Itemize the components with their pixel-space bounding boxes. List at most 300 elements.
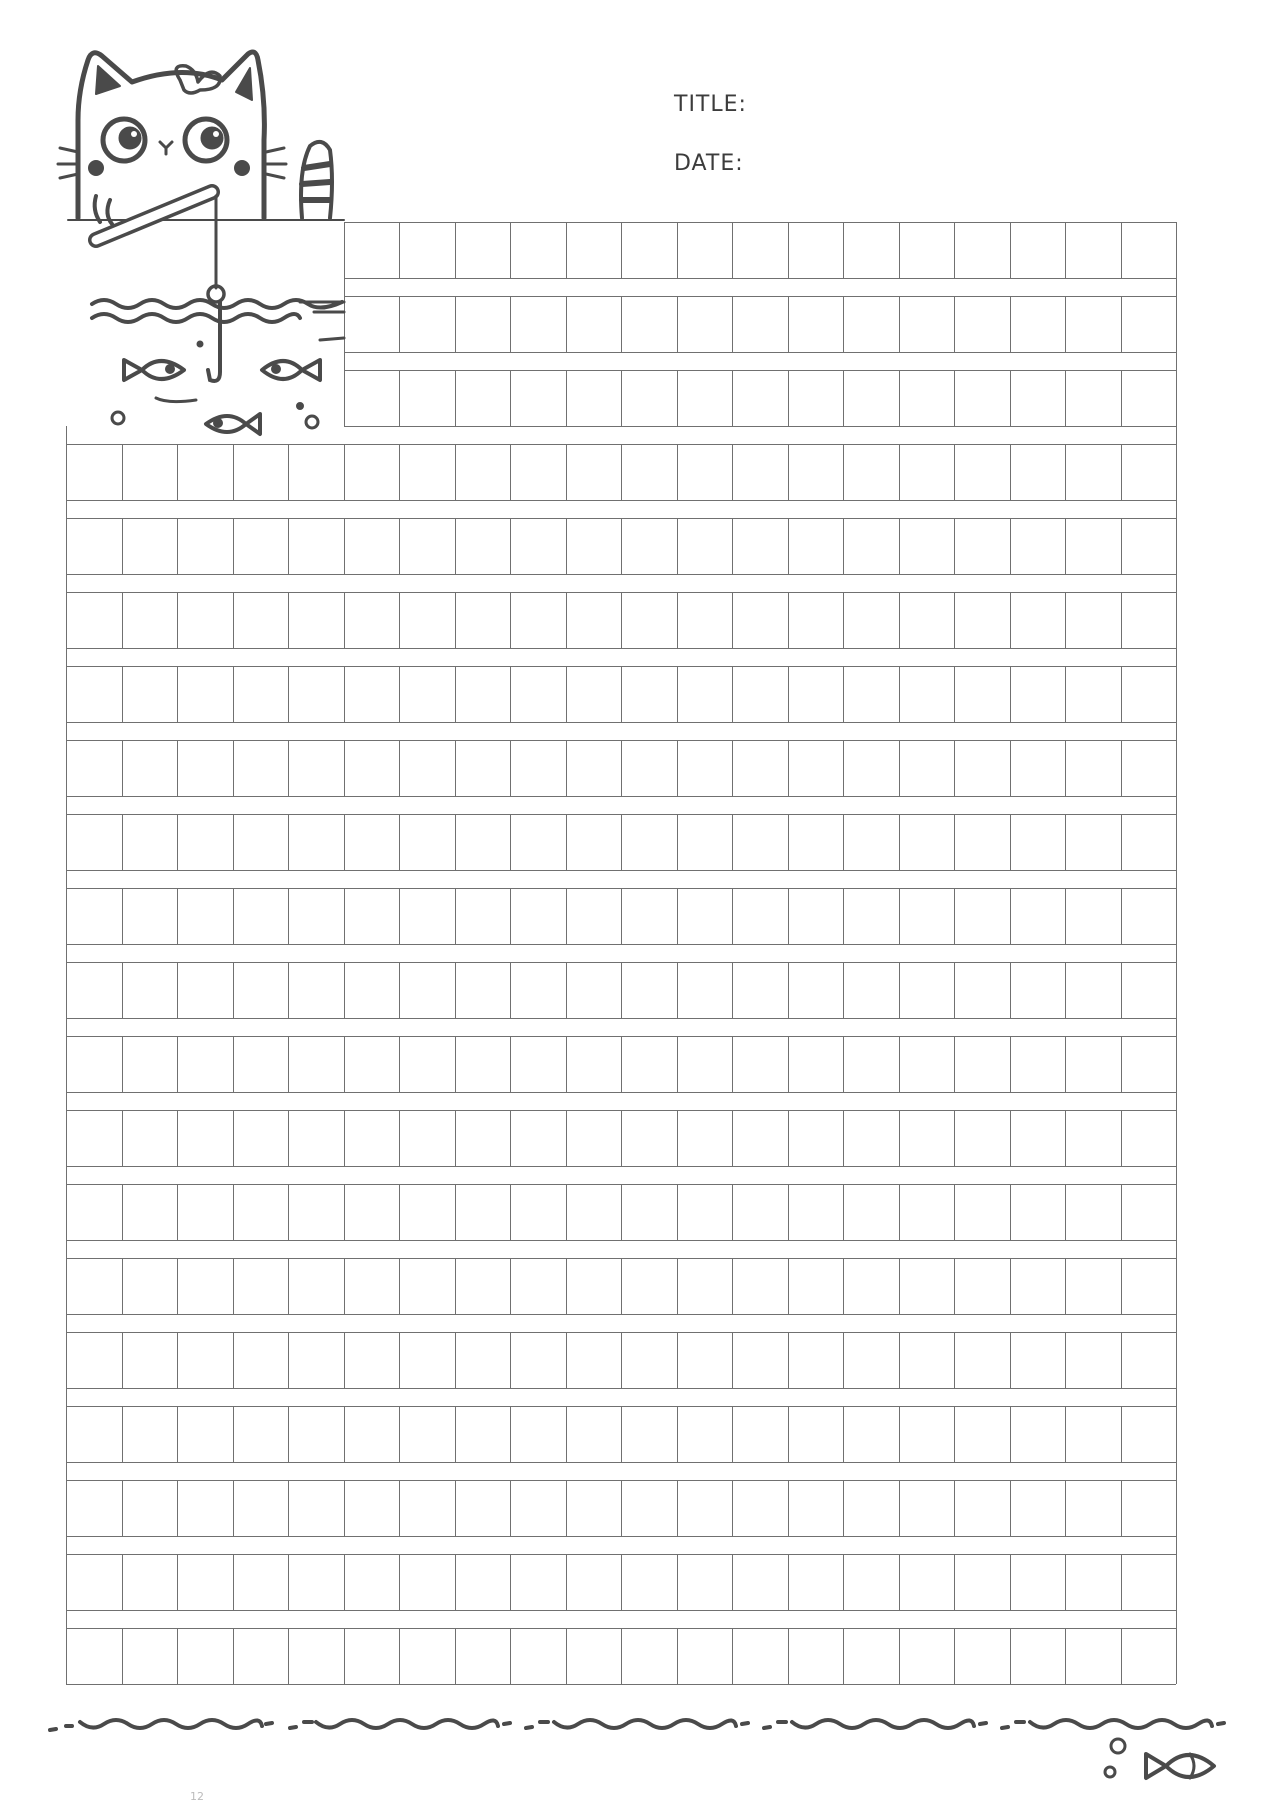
grid-cell-line [288, 1258, 289, 1314]
grid-gap-side [66, 426, 67, 444]
grid-cell-line [788, 1110, 789, 1166]
grid-cell-line [843, 1480, 844, 1536]
grid-gap-side [66, 574, 67, 592]
grid-cell-line [1010, 1184, 1011, 1240]
grid-gap-side [1176, 1092, 1177, 1110]
grid-cell-line [122, 1332, 123, 1388]
grid-row-bottom-line [66, 870, 1176, 871]
grid-cell-line [1010, 370, 1011, 426]
grid-cell-line [843, 1628, 844, 1684]
grid-cell-line [788, 814, 789, 870]
grid-cell-line [455, 1110, 456, 1166]
grid-cell-line [566, 1480, 567, 1536]
grid-cell-line [621, 1036, 622, 1092]
grid-gap-side [1176, 574, 1177, 592]
grid-cell-line [510, 888, 511, 944]
grid-cell-line [621, 1184, 622, 1240]
grid-cell-line [1121, 444, 1122, 500]
grid-cell-line [788, 1480, 789, 1536]
grid-cell-line [899, 888, 900, 944]
grid-cell-line [66, 518, 67, 574]
grid-row-bottom-line [66, 1462, 1176, 1463]
grid-row-bottom-line [66, 1314, 1176, 1315]
grid-cell-line [510, 814, 511, 870]
grid-cell-line [1176, 888, 1177, 944]
grid-cell-line [1010, 1554, 1011, 1610]
grid-cell-line [788, 666, 789, 722]
grid-cell-line [954, 518, 955, 574]
grid-cell-line [399, 814, 400, 870]
grid-cell-line [1065, 1258, 1066, 1314]
grid-cell-line [899, 1406, 900, 1462]
grid-cell-line [233, 666, 234, 722]
grid-cell-line [566, 222, 567, 278]
grid-cell-line [566, 296, 567, 352]
grid-cell-line [732, 296, 733, 352]
grid-cell-line [122, 740, 123, 796]
grid-cell-line [1065, 1110, 1066, 1166]
grid-gap-side [1176, 722, 1177, 740]
grid-cell-line [399, 444, 400, 500]
grid-cell-line [843, 222, 844, 278]
grid-row-top-line [344, 296, 1177, 297]
grid-cell-line [1065, 222, 1066, 278]
grid-cell-line [1121, 1184, 1122, 1240]
grid-cell-line [177, 1258, 178, 1314]
grid-cell-line [1010, 1332, 1011, 1388]
grid-cell-line [510, 1628, 511, 1684]
grid-gap-side [66, 1092, 67, 1110]
grid-cell-line [954, 1480, 955, 1536]
grid-cell-line [1121, 740, 1122, 796]
grid-cell-line [288, 740, 289, 796]
grid-cell-line [344, 814, 345, 870]
grid-gap-side [66, 1018, 67, 1036]
fishing-rod-icon [95, 192, 224, 381]
grid-gap-side [1176, 1314, 1177, 1332]
grid-gap-side [66, 1388, 67, 1406]
date-label: DATE: [674, 151, 744, 176]
grid-cell-line [344, 740, 345, 796]
grid-cell-line [566, 1332, 567, 1388]
grid-cell-line [732, 1184, 733, 1240]
grid-cell-line [399, 1184, 400, 1240]
grid-cell-line [344, 296, 345, 352]
grid-cell-line [732, 1628, 733, 1684]
grid-cell-line [455, 814, 456, 870]
bottom-wave-icon [50, 1720, 1224, 1730]
grid-cell-line [233, 962, 234, 1018]
grid-cell-line [122, 1258, 123, 1314]
grid-cell-line [455, 1332, 456, 1388]
grid-cell-line [954, 1332, 955, 1388]
grid-cell-line [177, 666, 178, 722]
grid-cell-line [954, 1628, 955, 1684]
grid-cell-line [1065, 296, 1066, 352]
grid-cell-line [677, 1406, 678, 1462]
grid-gap-side [66, 870, 67, 888]
grid-cell-line [621, 740, 622, 796]
grid-cell-line [788, 962, 789, 1018]
grid-gap-side [66, 944, 67, 962]
grid-cell-line [677, 666, 678, 722]
grid-cell-line [621, 1554, 622, 1610]
grid-cell-line [344, 1258, 345, 1314]
grid-cell-line [1121, 814, 1122, 870]
grid-cell-line [1010, 1110, 1011, 1166]
grid-cell-line [344, 1480, 345, 1536]
grid-cell-line [1176, 740, 1177, 796]
grid-cell-line [288, 1628, 289, 1684]
grid-cell-line [510, 1480, 511, 1536]
grid-cell-line [399, 888, 400, 944]
grid-cell-line [233, 1628, 234, 1684]
grid-cell-line [455, 518, 456, 574]
grid-cell-line [66, 962, 67, 1018]
grid-row-bottom-line [66, 1388, 1176, 1389]
bubble-icon [112, 342, 318, 428]
grid-cell-line [122, 888, 123, 944]
grid-cell-line [732, 666, 733, 722]
grid-cell-line [843, 1332, 844, 1388]
grid-row-bottom-line [66, 648, 1176, 649]
grid-cell-line [621, 1406, 622, 1462]
grid-cell-line [843, 444, 844, 500]
grid-row-bottom-line [344, 426, 1177, 427]
grid-cell-line [455, 1406, 456, 1462]
grid-cell-line [455, 592, 456, 648]
grid-cell-line [899, 740, 900, 796]
grid-cell-line [788, 444, 789, 500]
grid-cell-line [66, 1480, 67, 1536]
grid-cell-line [344, 222, 345, 278]
grid-cell-line [788, 518, 789, 574]
grid-gap-side [66, 648, 67, 666]
grid-cell-line [1065, 1480, 1066, 1536]
grid-cell-line [732, 1554, 733, 1610]
grid-cell-line [288, 814, 289, 870]
grid-cell-line [1065, 518, 1066, 574]
grid-cell-line [677, 1184, 678, 1240]
grid-cell-line [1176, 1184, 1177, 1240]
grid-cell-line [1176, 1628, 1177, 1684]
grid-gap-side [344, 278, 345, 296]
grid-gap-side [1176, 1610, 1177, 1628]
grid-cell-line [344, 1332, 345, 1388]
grid-cell-line [344, 1184, 345, 1240]
grid-cell-line [1065, 814, 1066, 870]
grid-gap-side [1176, 944, 1177, 962]
grid-cell-line [621, 1628, 622, 1684]
grid-cell-line [954, 222, 955, 278]
grid-cell-line [66, 592, 67, 648]
grid-gap-side [1176, 870, 1177, 888]
grid-cell-line [122, 1554, 123, 1610]
grid-cell-line [66, 1332, 67, 1388]
grid-cell-line [788, 222, 789, 278]
grid-row-top-line [344, 222, 1177, 223]
grid-row-bottom-line [66, 1092, 1176, 1093]
grid-cell-line [510, 222, 511, 278]
grid-cell-line [1121, 296, 1122, 352]
grid-cell-line [732, 1406, 733, 1462]
grid-cell-line [288, 1036, 289, 1092]
grid-cell-line [732, 444, 733, 500]
grid-cell-line [954, 814, 955, 870]
grid-gap-side [1176, 500, 1177, 518]
grid-cell-line [122, 962, 123, 1018]
grid-cell-line [1010, 814, 1011, 870]
grid-cell-line [1065, 666, 1066, 722]
grid-cell-line [566, 1628, 567, 1684]
grid-cell-line [122, 1628, 123, 1684]
grid-cell-line [122, 1480, 123, 1536]
grid-cell-line [732, 1258, 733, 1314]
grid-cell-line [66, 888, 67, 944]
grid-cell-line [1065, 1332, 1066, 1388]
grid-cell-line [1176, 296, 1177, 352]
grid-cell-line [566, 962, 567, 1018]
grid-cell-line [954, 666, 955, 722]
grid-cell-line [899, 1554, 900, 1610]
grid-cell-line [732, 592, 733, 648]
grid-cell-line [1121, 1110, 1122, 1166]
grid-gap-side [66, 500, 67, 518]
grid-cell-line [621, 962, 622, 1018]
grid-cell-line [621, 1480, 622, 1536]
grid-cell-line [899, 962, 900, 1018]
grid-cell-line [233, 1332, 234, 1388]
page-number: 12 [190, 1790, 204, 1803]
grid-row-bottom-line [66, 574, 1176, 575]
grid-cell-line [399, 1480, 400, 1536]
grid-cell-line [510, 296, 511, 352]
grid-cell-line [954, 1406, 955, 1462]
grid-cell-line [1121, 1628, 1122, 1684]
grid-cell-line [954, 1554, 955, 1610]
grid-cell-line [566, 1406, 567, 1462]
grid-cell-line [233, 592, 234, 648]
grid-cell-line [1065, 740, 1066, 796]
grid-row-bottom-line [66, 796, 1176, 797]
grid-cell-line [621, 444, 622, 500]
grid-cell-line [1121, 888, 1122, 944]
grid-cell-line [1010, 222, 1011, 278]
grid-cell-line [344, 1628, 345, 1684]
grid-cell-line [455, 666, 456, 722]
grid-cell-line [677, 592, 678, 648]
grid-cell-line [1176, 1258, 1177, 1314]
grid-cell-line [677, 888, 678, 944]
grid-cell-line [566, 666, 567, 722]
grid-gap-side [1176, 278, 1177, 296]
grid-cell-line [177, 1554, 178, 1610]
grid-cell-line [122, 444, 123, 500]
grid-cell-line [566, 1110, 567, 1166]
grid-cell-line [344, 1554, 345, 1610]
grid-cell-line [177, 1628, 178, 1684]
grid-cell-line [233, 1184, 234, 1240]
grid-gap-side [66, 1536, 67, 1554]
grid-cell-line [899, 444, 900, 500]
grid-cell-line [1176, 1554, 1177, 1610]
grid-cell-line [66, 1258, 67, 1314]
grid-cell-line [788, 1628, 789, 1684]
grid-cell-line [1176, 444, 1177, 500]
grid-cell-line [122, 592, 123, 648]
grid-cell-line [1121, 1036, 1122, 1092]
grid-cell-line [1010, 1036, 1011, 1092]
grid-cell-line [177, 1036, 178, 1092]
grid-cell-line [954, 1110, 955, 1166]
grid-cell-line [1121, 222, 1122, 278]
grid-cell-line [954, 1184, 955, 1240]
grid-cell-line [1065, 888, 1066, 944]
grid-cell-line [233, 1480, 234, 1536]
grid-cell-line [1010, 666, 1011, 722]
grid-cell-line [344, 666, 345, 722]
grid-row-bottom-line [66, 500, 1176, 501]
grid-cell-line [122, 518, 123, 574]
grid-cell-line [843, 1110, 844, 1166]
grid-row-bottom-line [66, 944, 1176, 945]
grid-cell-line [899, 666, 900, 722]
grid-cell-line [788, 592, 789, 648]
grid-cell-line [288, 1332, 289, 1388]
grid-cell-line [677, 444, 678, 500]
grid-cell-line [1065, 962, 1066, 1018]
grid-row-bottom-line [66, 1536, 1176, 1537]
grid-cell-line [1065, 592, 1066, 648]
grid-cell-line [732, 814, 733, 870]
grid-cell-line [177, 592, 178, 648]
grid-cell-line [843, 1406, 844, 1462]
grid-cell-line [954, 370, 955, 426]
grid-cell-line [899, 814, 900, 870]
grid-cell-line [288, 888, 289, 944]
grid-cell-line [677, 1036, 678, 1092]
grid-row-bottom-line [66, 1684, 1176, 1685]
grid-cell-line [899, 1110, 900, 1166]
grid-cell-line [732, 1332, 733, 1388]
grid-cell-line [677, 222, 678, 278]
grid-cell-line [621, 222, 622, 278]
grid-gap-side [1176, 1166, 1177, 1184]
grid-cell-line [621, 1332, 622, 1388]
grid-cell-line [1176, 592, 1177, 648]
grid-cell-line [954, 962, 955, 1018]
grid-gap-side [66, 796, 67, 814]
grid-cell-line [954, 296, 955, 352]
grid-cell-line [677, 1480, 678, 1536]
grid-cell-line [1121, 1258, 1122, 1314]
grid-cell-line [510, 1036, 511, 1092]
grid-cell-line [788, 296, 789, 352]
grid-cell-line [899, 1332, 900, 1388]
grid-cell-line [233, 1554, 234, 1610]
grid-cell-line [899, 1036, 900, 1092]
grid-cell-line [621, 592, 622, 648]
grid-cell-line [621, 370, 622, 426]
grid-cell-line [1065, 1036, 1066, 1092]
grid-cell-line [788, 740, 789, 796]
grid-cell-line [677, 296, 678, 352]
grid-cell-line [510, 740, 511, 796]
grid-cell-line [843, 370, 844, 426]
grid-cell-line [1065, 1184, 1066, 1240]
grid-cell-line [621, 296, 622, 352]
grid-cell-line [399, 666, 400, 722]
grid-cell-line [1010, 1480, 1011, 1536]
grid-cell-line [1176, 222, 1177, 278]
grid-cell-line [621, 814, 622, 870]
grid-cell-line [177, 740, 178, 796]
grid-cell-line [344, 444, 345, 500]
grid-row-bottom-line [66, 1240, 1176, 1241]
grid-cell-line [122, 1036, 123, 1092]
grid-gap-side [1176, 1462, 1177, 1480]
grid-cell-line [344, 1036, 345, 1092]
grid-cell-line [66, 814, 67, 870]
grid-cell-line [455, 1628, 456, 1684]
grid-cell-line [455, 1258, 456, 1314]
grid-cell-line [1065, 1406, 1066, 1462]
grid-cell-line [455, 962, 456, 1018]
grid-cell-line [1121, 962, 1122, 1018]
grid-cell-line [122, 1110, 123, 1166]
grid-cell-line [510, 1110, 511, 1166]
grid-cell-line [843, 666, 844, 722]
grid-cell-line [1010, 444, 1011, 500]
grid-cell-line [455, 1184, 456, 1240]
grid-cell-line [399, 962, 400, 1018]
grid-cell-line [1121, 1554, 1122, 1610]
grid-cell-line [843, 888, 844, 944]
grid-cell-line [899, 296, 900, 352]
grid-cell-line [1065, 1554, 1066, 1610]
grid-cell-line [788, 1184, 789, 1240]
grid-cell-line [455, 444, 456, 500]
grid-cell-line [399, 296, 400, 352]
grid-cell-line [788, 888, 789, 944]
grid-cell-line [788, 1554, 789, 1610]
grid-cell-line [510, 1332, 511, 1388]
grid-cell-line [566, 592, 567, 648]
grid-cell-line [566, 1036, 567, 1092]
grid-cell-line [1176, 814, 1177, 870]
grid-cell-line [177, 1184, 178, 1240]
grid-cell-line [677, 814, 678, 870]
grid-cell-line [566, 518, 567, 574]
grid-cell-line [399, 1628, 400, 1684]
grid-cell-line [732, 1110, 733, 1166]
grid-cell-line [288, 1554, 289, 1610]
grid-cell-line [455, 296, 456, 352]
wave-icon [92, 300, 344, 340]
grid-cell-line [177, 518, 178, 574]
grid-cell-line [399, 1036, 400, 1092]
grid-cell-line [66, 1406, 67, 1462]
grid-cell-line [66, 1036, 67, 1092]
grid-cell-line [899, 592, 900, 648]
grid-cell-line [677, 518, 678, 574]
grid-cell-line [288, 1406, 289, 1462]
grid-cell-line [1176, 1406, 1177, 1462]
grid-cell-line [399, 1258, 400, 1314]
grid-row-bottom-line [66, 1610, 1176, 1611]
grid-cell-line [177, 1110, 178, 1166]
grid-row-bottom-line [344, 278, 1177, 279]
